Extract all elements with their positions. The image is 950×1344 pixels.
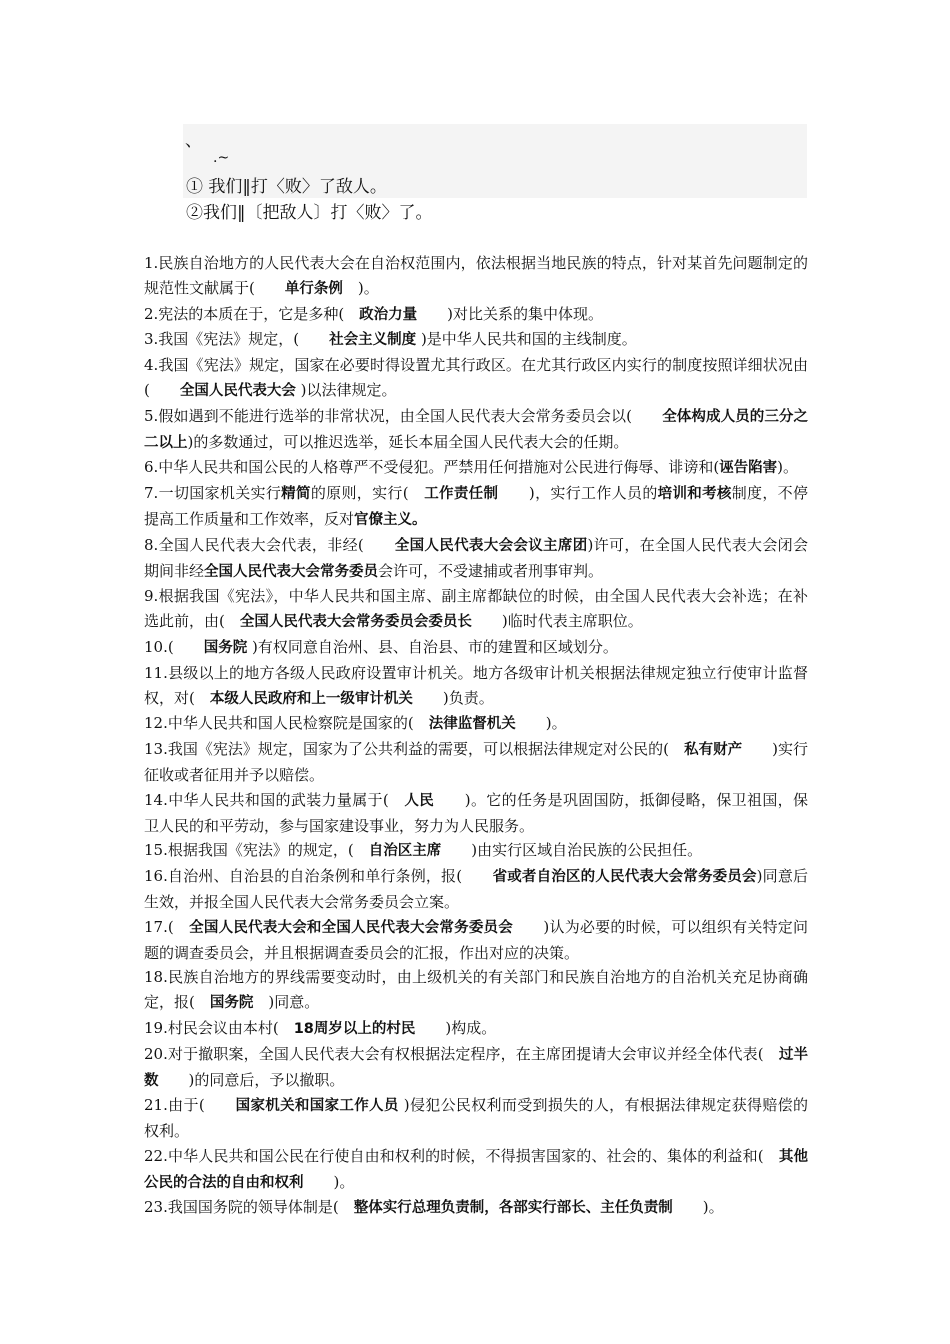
- answer-text: 私有财产: [684, 742, 743, 759]
- question-text: 4.我国《宪法》规定，国家在必要时得设置尤其行政区。在尤其行政区内实行的制度按照详细状况由(: [144, 356, 808, 399]
- question-text: )认为必要的时候，可以组织有关特定问题的调查委员会，并且根据调查委员会的汇报，作出对应的决策。: [144, 917, 809, 962]
- question-item: [144, 533, 808, 585]
- question-item: [144, 737, 808, 788]
- question-text: )同意。: [253, 993, 320, 1012]
- question-text: )由实行区域自治民族的公民担任。: [441, 841, 703, 860]
- question-text: 20.对于撤职案，全国人民代表大会有权根据法定程序，在主席团提请大会审议并经全体代表(: [144, 1044, 779, 1063]
- question-item: [144, 327, 808, 353]
- question-text: 11.县级以上的地方各级人民政府设置审计机关。地方各级审计机关根据法律规定独立行使审计监督权，对(: [144, 663, 808, 707]
- answer-text: 过半数: [144, 1046, 808, 1089]
- answer-text: 法律监督机关: [428, 716, 516, 733]
- answer-text: 精简: [281, 486, 311, 503]
- question-item: [144, 481, 808, 533]
- question-item: [144, 661, 808, 712]
- question-text: 22.中华人民共和国公民在行使自由和权利的时候，不得损害国家的、社会的、集体的利益和(: [144, 1146, 779, 1165]
- question-text: 19.村民会议由本村(: [144, 1018, 294, 1037]
- answer-text: 自治区主席: [368, 843, 442, 860]
- answer-text: 其他公民的合法的自由和权利: [144, 1148, 808, 1191]
- question-text: )负责。: [412, 688, 494, 707]
- question-item: [144, 788, 808, 839]
- question-item: [144, 584, 808, 635]
- answer-text: 国务院: [209, 995, 254, 1012]
- answer-text: 诬告陷害: [719, 460, 778, 477]
- answer-text: 全国人民代表大会会议主席团: [394, 537, 588, 554]
- answer-text: 本级人民政府和上一级审计机关: [209, 690, 413, 707]
- question-text: 23.我国国务院的领导体制是(: [144, 1198, 354, 1217]
- answer-text: 整体实行总理负责制，各部实行部长、主任负责制: [353, 1200, 673, 1217]
- question-item: [144, 635, 808, 661]
- answer-text: 省或者自治区的人民代表大会常务委员会: [492, 869, 757, 886]
- question-item: [144, 1093, 808, 1144]
- answer-text: 人民: [404, 792, 435, 809]
- example-sentence-1: ① 我们‖打〈败〉了敌人。: [186, 177, 387, 197]
- question-text: )。: [303, 1172, 355, 1191]
- question-text: 制度，不停提高工作质量和工作效率，反对: [144, 484, 809, 528]
- question-text: )。: [515, 714, 567, 733]
- answer-text: 全国人民代表大会: [179, 382, 296, 399]
- question-text: )的多数通过，可以推迟选举，延长本届全国人民代表大会的任期。: [187, 432, 629, 451]
- question-text: )对比关系的集中体现。: [417, 304, 604, 323]
- question-text: )许可，在全国人民代表大会闭会期间非经: [144, 535, 809, 580]
- question-text: 21.由于(: [144, 1096, 236, 1115]
- question-text: )。: [672, 1198, 724, 1217]
- answer-text: 18周岁以上的村民: [293, 1020, 416, 1037]
- question-item: [144, 455, 808, 481]
- answer-text: 社会主义制度: [329, 332, 417, 349]
- answer-text: 全国人民代表大会和全国人民代表大会常务委员会: [189, 919, 513, 936]
- answer-text: 国家机关和国家工作人员: [235, 1098, 399, 1115]
- answer-text: 政治力量: [359, 306, 418, 323]
- answer-text: 全国人民代表大会常务委员会委员长: [239, 614, 472, 631]
- example-sentence-2: ②我们‖〔把敌人〕打〈败〉了。: [186, 203, 433, 223]
- question-item: [144, 1195, 808, 1221]
- question-text: )是中华人民共和国的主线制度。: [416, 330, 637, 349]
- question-text: )。它的任务是巩固国防，抵御侵略，保卫祖国，保卫人民的和平劳动，参与国家建设事业，努力为人民服务。: [144, 790, 808, 835]
- answer-text: 全国人民代表大会常务委员: [204, 563, 379, 580]
- question-item: [144, 251, 808, 302]
- question-text: )实行征收或者征用并予以赔偿。: [144, 740, 809, 784]
- question-text: )构成。: [415, 1018, 497, 1037]
- question-text: 5.假如遇到不能进行选举的非常状况，由全国人民代表大会常务委员会以(: [144, 406, 663, 425]
- answer-text: 单行条例: [284, 280, 343, 297]
- question-text: )有权同意自治州、县、自治县、市的建置和区域划分。: [247, 637, 618, 656]
- question-text: )侵犯公民权利而受到损失的人，有根据法律规定获得赔偿的权利。: [144, 1096, 808, 1141]
- question-text: )以法律规定。: [295, 380, 397, 399]
- question-text: 会许可，不受逮捕或者刑事审判。: [378, 561, 604, 580]
- question-text: 17.(: [144, 917, 190, 936]
- question-item: [144, 1016, 808, 1042]
- question-text: 14.中华人民共和国的武装力量属于(: [144, 790, 405, 809]
- question-text: 13.我国《宪法》规定，国家为了公共利益的需要，可以根据法律规定对公民的(: [144, 740, 685, 759]
- question-text: 1.民族自治地方的人民代表大会在自治权范围内，依法根据当地民族的特点，针对某首先问题制定的规范性文献属于(: [144, 254, 808, 297]
- question-text: 7.一切国家机关实行: [144, 484, 282, 503]
- answer-text: 国务院: [203, 639, 248, 656]
- answer-text: 官僚主义。: [354, 511, 427, 528]
- question-text: 的原则，实行(: [310, 484, 425, 503]
- question-text: 15.根据我国《宪法》的规定，(: [144, 841, 369, 860]
- question-text: 6.中华人民共和国公民的人格尊严不受侵犯。严禁用任何措施对公民进行侮辱、诽谤和(: [144, 458, 720, 477]
- question-item: [144, 838, 808, 864]
- question-item: [144, 1042, 808, 1094]
- question-text: )，实行工作人员的: [498, 484, 658, 503]
- question-text: )同意后生效，并报全国人民代表大会常务委员会立案。: [144, 867, 808, 911]
- question-text: 12.中华人民共和国人民检察院是国家的(: [144, 714, 429, 733]
- question-item: [144, 965, 808, 1016]
- question-text: 10.(: [144, 637, 204, 656]
- question-text: 16.自治州、自治县的自治条例和单行条例，报(: [144, 867, 493, 886]
- question-text: )。: [342, 278, 379, 297]
- question-text: 8.全国人民代表大会代表，非经(: [144, 535, 395, 554]
- header-mark-2: .~: [213, 150, 230, 166]
- question-item: [144, 404, 808, 456]
- question-text: 2.宪法的本质在于，它是多种(: [144, 304, 360, 323]
- question-item: [144, 915, 808, 966]
- question-item: [144, 353, 808, 404]
- question-text: )临时代表主席职位。: [471, 612, 643, 631]
- question-item: [144, 711, 808, 737]
- question-item: [144, 864, 808, 915]
- question-text: 9.根据我国《宪法》，中华人民共和国主席、副主席都缺位的时候，由全国人民代表大会补选；在补选此前，由(: [144, 587, 808, 631]
- header-mark: 、: [185, 131, 202, 151]
- question-text: 18.民族自治地方的界线需要变动时，由上级机关的有关部门和民族自治地方的自治机关充足协商确定，报(: [144, 968, 808, 1012]
- answer-text: 培训和考核: [657, 486, 732, 503]
- question-list: [144, 251, 808, 1221]
- question-text: )。: [777, 458, 799, 477]
- question-text: )的同意后，予以撤职。: [158, 1070, 345, 1089]
- answer-text: 工作责任制: [424, 486, 499, 503]
- answer-text: 全体构成人员的三分之二以上: [144, 408, 809, 451]
- question-item: [144, 1144, 808, 1196]
- question-item: [144, 302, 808, 328]
- question-text: 3.我国《宪法》规定，(: [144, 330, 330, 349]
